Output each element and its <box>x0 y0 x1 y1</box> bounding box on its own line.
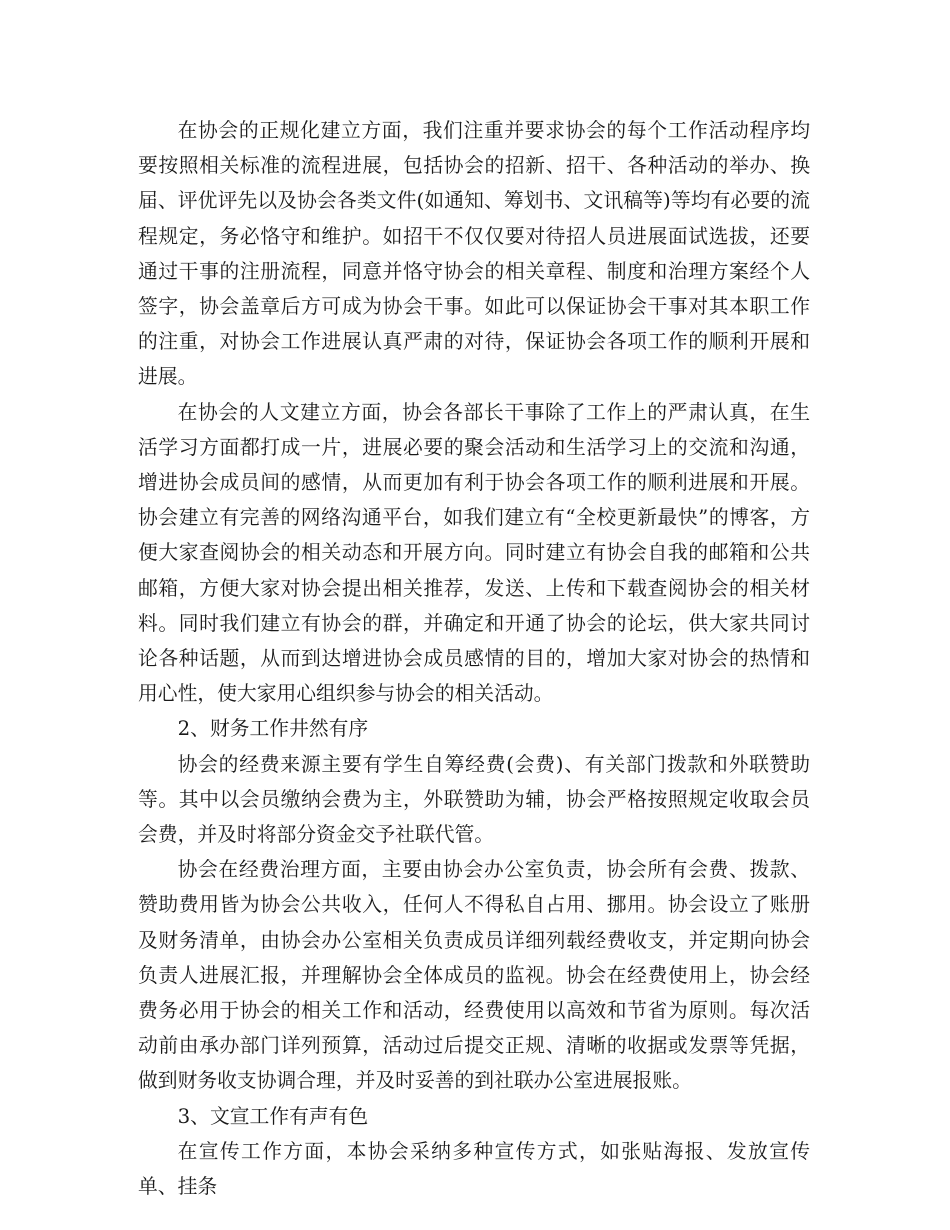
paragraph-culture: 在协会的人文建立方面，协会各部长干事除了工作上的严肃认真，在生活学习方面都打成一片，进展必要的聚会活动和生活学习上的交流和沟通，增进协会成员间的感情，从而更加有利于协会各项工作的顺利进展和开展。协会建立有完善的网络沟通平台，如我们建立有“全校更新最快”的博客，方便大家查阅协会的相关动态和开展方向。同时建立有协会自我的邮箱和公共邮箱，方便大家对协会提出相关推荐，发送、上传和下载查阅协会的相关材料。同时我们建立有协会的群，并确定和开通了协会的论坛，供大家共同讨论各种话题，从而到达增进协会成员感情的目的，增加大家对协会的热情和用心性，使大家用心组织参与协会的相关活动。 <box>138 400 810 706</box>
section-heading-finance: 2、财务工作井然有序 <box>177 717 369 741</box>
section-heading-publicity: 3、文宣工作有声有色 <box>177 1104 369 1128</box>
paragraph-standardization: 在协会的正规化建立方面，我们注重并要求协会的每个工作活动程序均要按照相关标准的流程进展，包括协会的招新、招干、各种活动的举办、换届、评优评先以及协会各类文件(如通知、筹划书、文讯稿等)等均有必要的流程规定，务必恪守和维护。如招干不仅仅要对待招人员进展面试选拔，还要通过干事的注册流程，同意并恪守协会的相关章程、制度和治理方案经个人签字，协会盖章后方可成为协会干事。如此可以保证协会干事对其本职工作的注重，对协会工作进展认真严肃的对待，保证协会各项工作的顺利开展和进展。 <box>138 119 810 389</box>
paragraph-publicity: 在宣传工作方面，本协会采纳多种宣传方式，如张贴海报、发放宣传单、挂条 <box>138 1139 810 1199</box>
paragraph-funding-source: 协会的经费来源主要有学生自筹经费(会费)、有关部门拨款和外联赞助等。其中以会员缴纳会费为主，外联赞助为辅，协会严格按照规定收取会员会费，并及时将部分资金交予社联代管。 <box>138 752 810 847</box>
paragraph-funding-management: 协会在经费治理方面，主要由协会办公室负责，协会所有会费、拨款、赞助费用皆为协会公共收入，任何人不得私自占用、挪用。协会设立了账册及财务清单，由协会办公室相关负责成员详细列载经费收支，并定期向协会负责人进展汇报，并理解协会全体成员的监视。协会在经费使用上，协会经费务必用于协会的相关工作和活动，经费使用以高效和节省为原则。每次活动前由承办部门详列预算，活动过后提交正规、清晰的收据或发票等凭据，做到财务收支协调合理，并及时妥善的到社联办公室进展报账。 <box>138 858 810 1093</box>
